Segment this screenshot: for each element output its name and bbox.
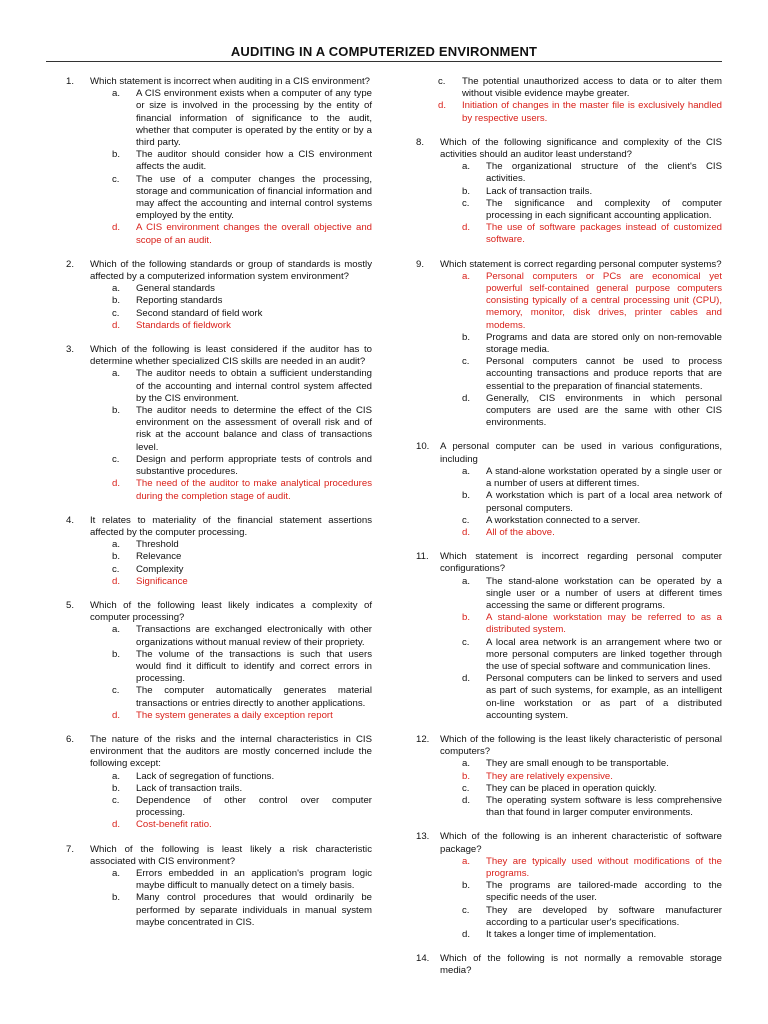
answer-option	[90, 405, 372, 454]
option-letter: a.	[462, 465, 471, 477]
option-letter: c.	[462, 782, 470, 794]
option-letter: d.	[462, 794, 471, 806]
option-letter: c.	[112, 173, 120, 185]
option-letter: b.	[462, 185, 471, 197]
answer-option	[90, 624, 372, 648]
question-block	[66, 344, 372, 503]
option-text: They are small enough to be transportable.	[486, 758, 669, 770]
answer-option	[90, 368, 372, 405]
option-letter: c.	[462, 356, 470, 368]
option-letter: c.	[112, 307, 120, 319]
option-text: The potential unauthorized access to data or to alter them without visible evidence maybe greater.	[462, 76, 722, 100]
option-text: It takes a longer time of implementation.	[486, 929, 657, 940]
option-text: Relevance	[136, 551, 182, 563]
option-text: Initiation of changes in the master file is exclusively handled by respective users.	[462, 100, 722, 124]
option-text: A workstation connected to a server.	[486, 514, 641, 526]
answer-option	[90, 88, 372, 149]
option-letter: c.	[462, 636, 470, 648]
option-letter: b.	[112, 149, 121, 161]
option-letter: b.	[112, 295, 121, 307]
right-column	[416, 76, 722, 990]
option-text: Lack of transaction trails.	[486, 185, 593, 197]
option-text: The auditor should consider how a CIS environment affects the audit.	[136, 149, 372, 173]
answer-option	[440, 393, 722, 430]
option-text: The significance and complexity of computer processing in each significant accounting application.	[486, 197, 722, 222]
question-stem	[66, 733, 372, 771]
question-block	[66, 76, 372, 247]
option-text: They are developed by software manufacturer according to a particular user's specifications.	[486, 904, 722, 928]
option-text: Reporting standards	[136, 295, 223, 307]
option-letter: d.	[112, 222, 121, 234]
correct-answer-option	[416, 100, 722, 124]
question-text: Which of the following significance and complexity of the CIS activities should an auditor least understand?	[440, 136, 722, 161]
question-stem	[416, 136, 722, 161]
left-column	[66, 76, 372, 941]
answer-option	[90, 795, 372, 819]
option-letter: d.	[112, 319, 121, 331]
question-stem	[66, 843, 372, 868]
answer-option	[440, 673, 722, 722]
question-block	[416, 831, 722, 941]
option-letter: a.	[462, 575, 471, 587]
option-text: Personal computers can be linked to servers and used as part of such systems, for example, as an intelligent on-line workstation or as part of a distributed accounting system.	[486, 673, 722, 721]
option-letter: d.	[438, 100, 447, 112]
option-text: Personal computers cannot be used to process accounting transactions and produce reports that are essential to the preparation of financial statements.	[486, 356, 722, 392]
question-number: 8.	[416, 136, 425, 148]
answer-option	[440, 637, 722, 674]
option-letter: b.	[462, 880, 471, 892]
correct-answer-option	[90, 222, 372, 246]
option-text: The programs are tailored-made according to the specific needs of the user.	[486, 880, 722, 904]
option-letter: a.	[462, 161, 471, 173]
option-letter: a.	[112, 770, 121, 782]
option-text: The need of the auditor to make analytical procedures during the completion stage of audit.	[136, 478, 372, 502]
answer-option	[440, 758, 722, 770]
question-stem	[416, 551, 722, 575]
answer-option	[90, 892, 372, 929]
question-stem	[416, 258, 722, 271]
option-text: The organizational structure of the client's CIS activities.	[486, 161, 722, 185]
answer-option	[90, 685, 372, 709]
question-text: Which of the following is the least likely characteristic of personal computers?	[440, 733, 722, 758]
answer-option	[440, 576, 722, 613]
question-stem	[416, 441, 722, 465]
option-letter: b.	[112, 551, 121, 563]
option-letter: a.	[112, 88, 121, 100]
question-text: Which of the following is least likely a risk characteristic associated with CIS environment?	[90, 843, 372, 867]
correct-answer-option	[90, 478, 372, 502]
question-text: Which statement is incorrect when auditing in a CIS environment?	[90, 76, 370, 87]
question-text: A personal computer can be used in various configurations, including	[440, 441, 722, 465]
question-number: 1.	[66, 76, 75, 87]
question-text: It relates to materiality of the financial statement assertions affected by the computer processing.	[90, 514, 372, 538]
option-letter: d.	[112, 575, 121, 587]
answer-option	[440, 905, 722, 929]
question-block	[66, 259, 372, 332]
correct-answer-option	[90, 576, 372, 588]
question-stem	[416, 831, 722, 855]
question-text: Which of the following is not normally a removable storage media?	[440, 953, 722, 977]
question-stem	[66, 76, 372, 88]
option-text: Cost-benefit ratio.	[136, 819, 212, 831]
question-number: 2.	[66, 258, 75, 270]
question-block	[416, 734, 722, 819]
option-letter: b.	[112, 648, 121, 660]
option-text: All of the above.	[486, 526, 555, 538]
correct-answer-option	[440, 271, 722, 332]
answer-option	[440, 332, 722, 356]
answer-option	[90, 771, 372, 783]
question-block	[66, 515, 372, 588]
option-letter: d.	[462, 929, 471, 940]
option-letter: c.	[462, 904, 470, 916]
question-block	[416, 137, 722, 247]
question-stem	[66, 258, 372, 283]
option-letter: d.	[112, 819, 121, 831]
answer-option	[90, 783, 372, 795]
question-number: 9.	[416, 258, 425, 270]
answer-option	[90, 564, 372, 576]
option-text: The stand-alone workstation can be operated by a single user or a number of users at different times accessing the same or different programs.	[486, 575, 722, 611]
answer-option	[90, 454, 372, 478]
question-text: Which statement is correct regarding personal computer systems?	[440, 258, 722, 270]
option-text: Standards of fieldwork	[136, 319, 231, 331]
option-text: The use of software packages instead of customized software.	[486, 222, 722, 246]
option-text: A stand-alone workstation may be referred to as a distributed system.	[486, 612, 722, 636]
correct-answer-option	[90, 710, 372, 722]
question-stem	[66, 344, 372, 368]
question-text: The nature of the risks and the internal characteristics in CIS environment that the auditors are mostly concerned include the following except:	[90, 733, 372, 770]
option-text: A CIS environment exists when a computer of any type or size is involved in the processing by the entity of financial information of significance to the audit, whether that computer is operated by the entity or by a third party.	[136, 88, 372, 149]
answer-option	[440, 929, 722, 941]
option-letter: c.	[462, 514, 470, 526]
option-text: They are relatively expensive.	[486, 770, 613, 782]
option-letter: c.	[112, 563, 120, 575]
answer-option	[440, 466, 722, 490]
option-text: Complexity	[136, 563, 184, 575]
question-block	[416, 551, 722, 722]
option-text: They can be placed in operation quickly.	[486, 782, 657, 794]
answer-option	[90, 649, 372, 686]
answer-option	[90, 539, 372, 551]
answer-option	[440, 490, 722, 514]
answer-option	[416, 76, 722, 100]
correct-answer-option	[440, 771, 722, 783]
option-text: The volume of the transactions is such that users would find it difficult to identify and correct errors in processing.	[136, 648, 372, 685]
option-text: The auditor needs to obtain a sufficient understanding of the accounting and internal control system affected by the CIS environment.	[136, 368, 372, 404]
correct-answer-option	[440, 222, 722, 246]
option-letter: a.	[462, 270, 471, 282]
question-text: Which statement is incorrect regarding personal computer configurations?	[440, 551, 722, 575]
option-text: Second standard of field work	[136, 307, 263, 319]
option-letter: a.	[112, 283, 121, 295]
option-text: A stand-alone workstation operated by a single user or a number of users at different times.	[486, 465, 722, 490]
option-letter: b.	[462, 331, 471, 343]
answer-option	[90, 551, 372, 563]
answer-option	[90, 308, 372, 320]
question-block	[416, 259, 722, 430]
option-text: The use of a computer changes the processing, storage and communication of financial information and may affect the accounting and internal control systems employed by the entity.	[136, 173, 372, 222]
question-block	[416, 953, 722, 977]
correct-answer-option	[440, 856, 722, 880]
option-letter: d.	[462, 392, 471, 404]
option-text: A local area network is an arrangement where two or more personal computers are linked together through the use of special software and communication lines.	[486, 636, 722, 672]
correct-answer-option	[440, 612, 722, 636]
option-text: Significance	[136, 575, 188, 587]
question-number: 14.	[416, 953, 430, 965]
option-text: Many control procedures that would ordinarily be performed by separate individuals in manual system maybe concentrated in CIS.	[136, 892, 372, 928]
question-number: 3.	[66, 344, 75, 356]
option-text: The operating system software is less comprehensive than that found in larger computer environments.	[486, 794, 722, 819]
answer-option	[90, 283, 372, 295]
option-letter: c.	[112, 685, 120, 697]
option-text: Threshold	[136, 539, 179, 551]
answer-option	[440, 161, 722, 185]
question-block	[66, 600, 372, 722]
question-number: 7.	[66, 843, 75, 855]
answer-option	[90, 295, 372, 307]
page-title: AUDITING IN A COMPUTERIZED ENVIRONMENT	[230, 44, 538, 59]
option-letter: a.	[462, 758, 471, 770]
question-stem	[416, 953, 722, 977]
option-letter: d.	[462, 526, 471, 538]
answer-option	[90, 868, 372, 892]
option-text: Lack of transaction trails.	[136, 782, 243, 794]
question-block	[66, 734, 372, 832]
option-text: A workstation which is part of a local area network of personal computers.	[486, 490, 722, 514]
option-letter: a.	[112, 624, 121, 636]
answer-option	[90, 149, 372, 173]
question-number: 6.	[66, 733, 75, 745]
question-block	[66, 844, 372, 929]
question-number: 10.	[416, 441, 430, 453]
option-text: The computer automatically generates material transactions or entries directly to another applications.	[136, 685, 372, 709]
option-letter: b.	[112, 892, 121, 904]
question-text: Which of the following least likely indicates a complexity of computer processing?	[90, 599, 372, 624]
option-letter: d.	[112, 709, 121, 721]
option-letter: b.	[462, 490, 471, 502]
question-number: 5.	[66, 599, 75, 611]
answer-option	[440, 880, 722, 904]
option-letter: c.	[462, 197, 470, 209]
option-text: The system generates a daily exception report	[136, 709, 333, 721]
question-number: 12.	[416, 733, 430, 745]
option-letter: c.	[112, 453, 120, 465]
question-stem	[66, 514, 372, 539]
option-text: Transactions are exchanged electronically with other organizations without manual review of their propriety.	[136, 624, 372, 648]
question-number: 4.	[66, 514, 75, 526]
answer-option	[440, 795, 722, 819]
option-letter: b.	[112, 782, 121, 794]
option-text: Dependence of other control over computer processing.	[136, 794, 372, 819]
option-letter: d.	[462, 222, 471, 234]
option-letter: b.	[462, 612, 471, 624]
option-letter: c.	[438, 76, 446, 87]
answer-option	[440, 198, 722, 222]
option-letter: a.	[112, 539, 121, 551]
correct-answer-option	[90, 320, 372, 332]
question-stem	[416, 733, 722, 758]
option-letter: c.	[112, 794, 120, 806]
option-text: Design and perform appropriate tests of controls and substantive procedures.	[136, 453, 372, 478]
option-letter: b.	[112, 405, 121, 417]
option-text: Lack of segregation of functions.	[136, 770, 275, 782]
correct-answer-option	[440, 527, 722, 539]
answer-option	[90, 174, 372, 223]
option-text: Programs and data are stored only on non-removable storage media.	[486, 331, 722, 356]
answer-option	[440, 515, 722, 527]
option-text: Generally, CIS environments in which personal computers are used are the same with other CIS environments.	[486, 392, 722, 429]
answer-option	[440, 356, 722, 393]
question-block	[416, 76, 722, 125]
answer-option	[440, 186, 722, 198]
question-stem	[66, 599, 372, 624]
option-text: General standards	[136, 283, 215, 295]
option-letter: b.	[462, 770, 471, 782]
option-letter: d.	[112, 478, 121, 490]
question-number: 13.	[416, 831, 430, 843]
option-letter: d.	[462, 673, 471, 685]
option-text: A CIS environment changes the overall objective and scope of an audit.	[136, 222, 372, 246]
option-text: The auditor needs to determine the effect of the CIS environment on the assessment of overall risk and of risk at the account balance and class of transactions level.	[136, 405, 372, 453]
title-underline	[46, 61, 722, 62]
question-text: Which of the following is least considered if the auditor has to determine whether specialized CIS skills are needed in an audit?	[90, 344, 372, 368]
option-text: Errors embedded in an application's program logic maybe difficult to manually detect on a timely basis.	[136, 867, 372, 892]
option-letter: a.	[112, 368, 121, 380]
option-text: Personal computers or PCs are economical yet powerful self-contained general purpose computers consisting typically of a central processing unit (CPU), memory, monitor, disk drives, printer cables and modems.	[486, 270, 722, 331]
option-text: They are typically used without modifications of the programs.	[486, 855, 722, 879]
option-letter: a.	[112, 867, 121, 879]
question-text: Which of the following standards or group of standards is mostly affected by a computerized information system environment?	[90, 258, 372, 283]
answer-option	[440, 783, 722, 795]
option-letter: a.	[462, 855, 471, 867]
question-text: Which of the following is an inherent characteristic of software package?	[440, 831, 722, 855]
question-block	[416, 441, 722, 539]
correct-answer-option	[90, 819, 372, 831]
question-number: 11.	[416, 551, 429, 563]
